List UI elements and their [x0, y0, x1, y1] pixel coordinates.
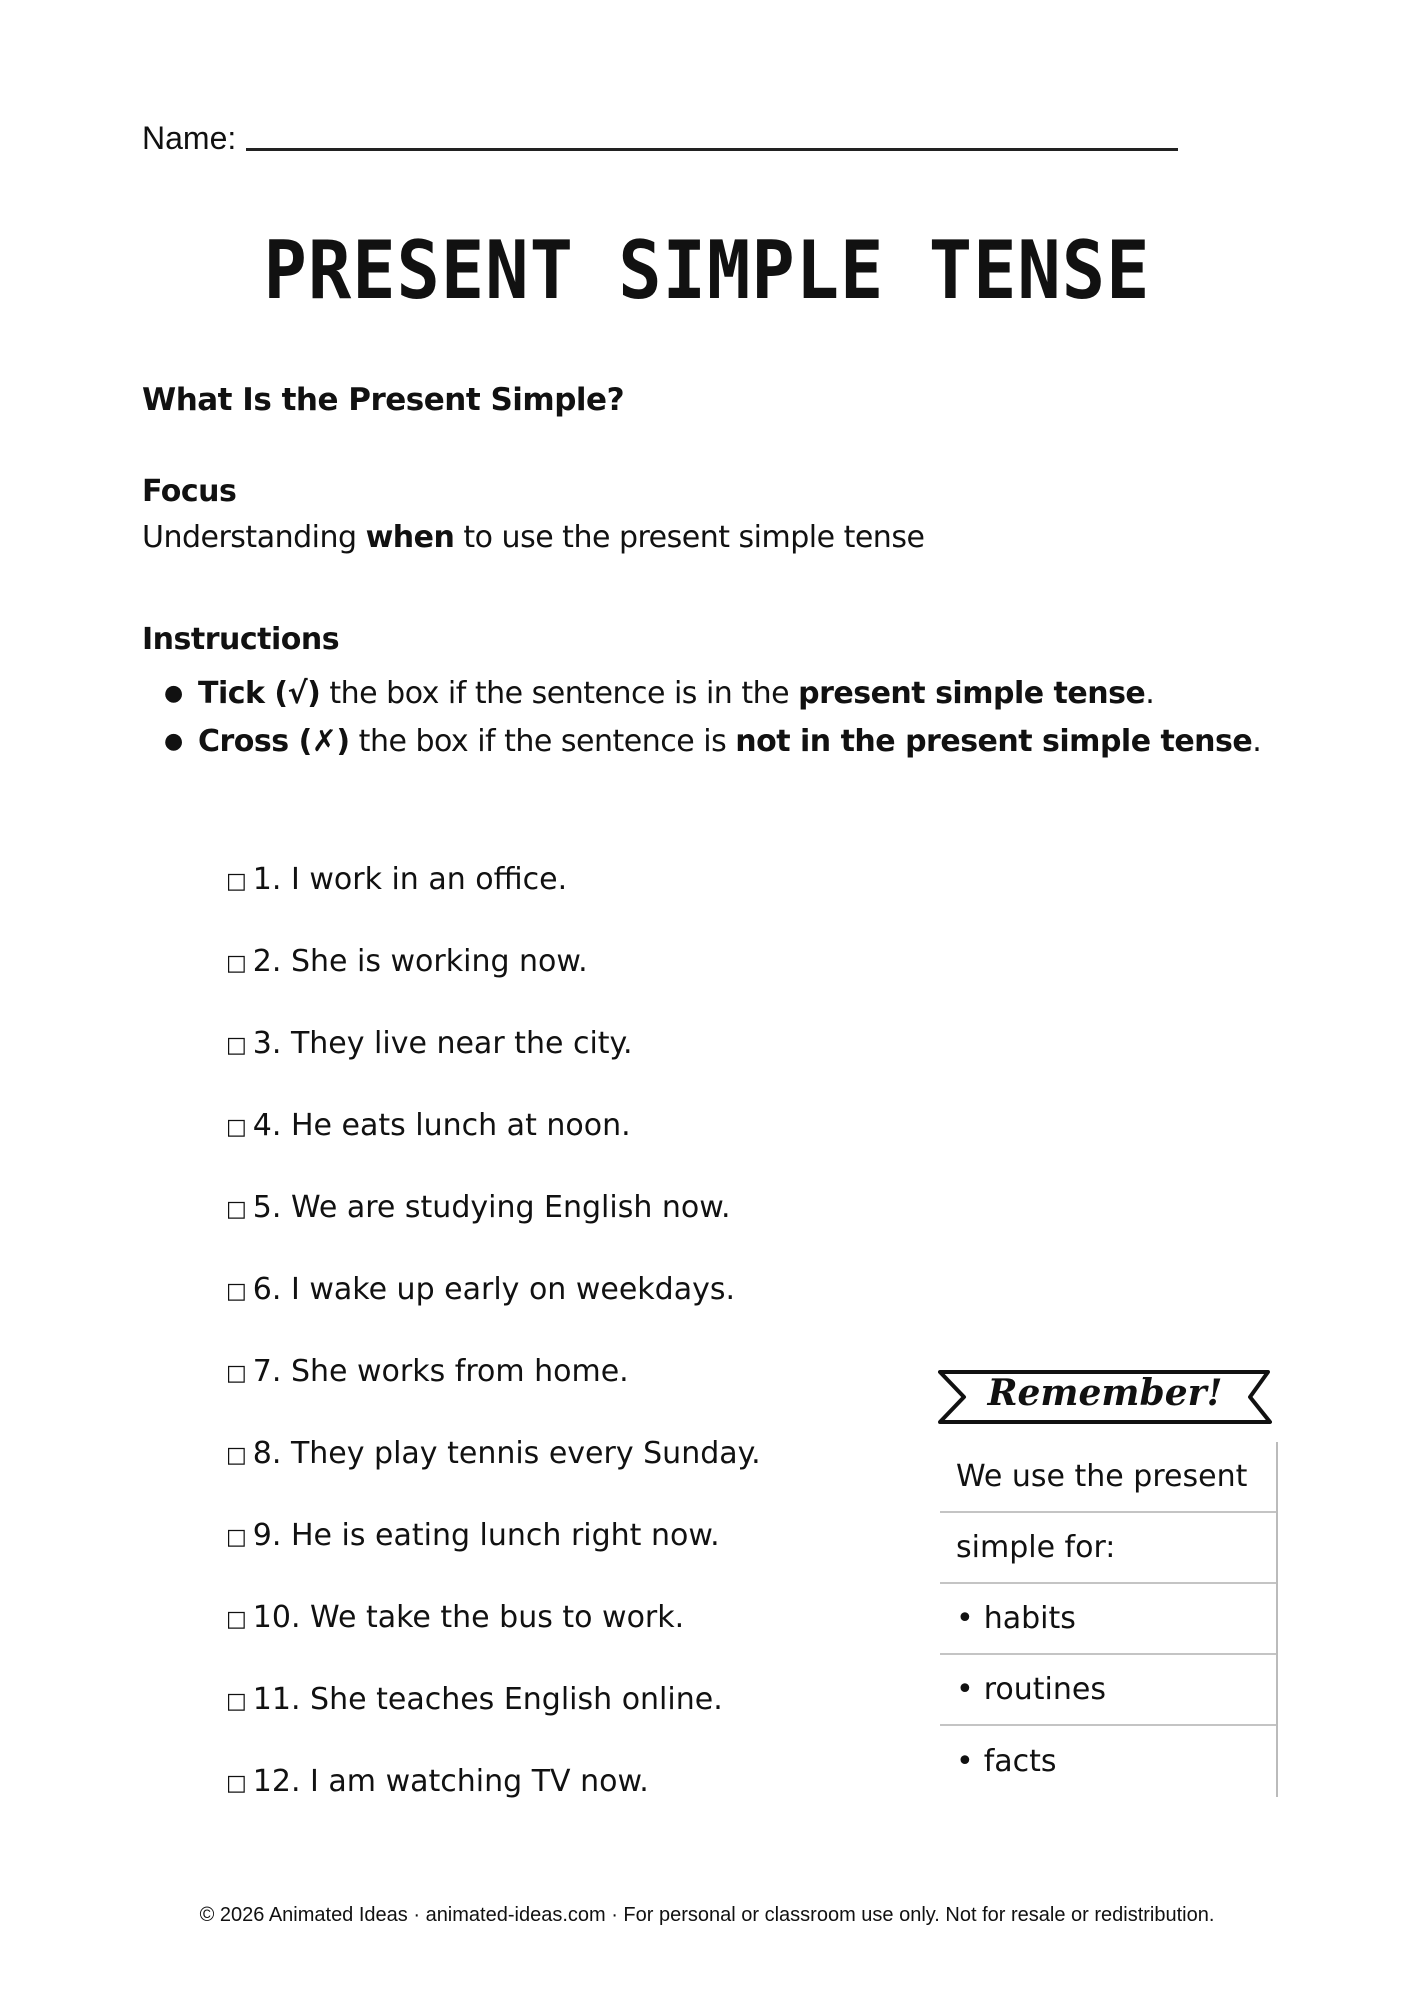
bullet-icon: •	[956, 1601, 974, 1636]
exercise-item	[226, 1680, 761, 1762]
bullet-icon: ●	[164, 729, 183, 754]
instruction-cross	[164, 718, 1261, 766]
instruction-lead: Cross (✗)	[198, 724, 350, 759]
exercise-sentence: 6. I wake up early on weekdays.	[252, 1272, 736, 1307]
note-bullet-row	[940, 1726, 1276, 1797]
exercise-item	[226, 1106, 761, 1188]
exercise-sentence: 5. We are studying English now.	[252, 1190, 731, 1225]
checkbox-icon[interactable]: □	[226, 1607, 247, 1632]
note-bullet-row	[940, 1655, 1276, 1726]
exercise-item	[226, 1762, 761, 1844]
bullet-icon: •	[956, 1744, 974, 1779]
focus-heading: Focus	[142, 474, 237, 509]
instructions-heading: Instructions	[142, 622, 340, 657]
exercise-item	[226, 1188, 761, 1270]
checkbox-icon[interactable]: □	[226, 951, 247, 976]
note-row: We use the present	[940, 1442, 1276, 1513]
exercise-sentence: 3. They live near the city.	[252, 1026, 633, 1061]
exercise-sentence: 12. I am watching TV now.	[252, 1764, 649, 1799]
focus-text-bold: when	[365, 520, 455, 555]
focus-text	[142, 520, 924, 555]
exercise-sentence: 10. We take the bus to work.	[252, 1600, 685, 1635]
exercise-item	[226, 1434, 761, 1516]
exercise-item	[226, 1270, 761, 1352]
exercise-sentence: 9. He is eating lunch right now.	[252, 1518, 720, 1553]
checkbox-icon[interactable]: □	[226, 1197, 247, 1222]
footer-copyright: © 2026 Animated Ideas · animated-ideas.com · For personal or classroom use only. Not for resale or redistribution.	[199, 1904, 1215, 1926]
bullet-icon: ●	[164, 681, 183, 706]
exercise-sentence: 11. She teaches English online.	[252, 1682, 723, 1717]
name-input-line[interactable]	[246, 147, 1178, 151]
instruction-lead: Tick (√)	[198, 676, 321, 711]
exercise-sentence: 2. She is working now.	[252, 944, 588, 979]
page-title: PRESENT SIMPLE TENSE	[263, 222, 1151, 318]
bullet-icon: •	[956, 1672, 974, 1707]
note-row: simple for:	[940, 1513, 1276, 1584]
note-bullet-text: routines	[983, 1672, 1106, 1707]
checkbox-icon[interactable]: □	[226, 1033, 247, 1058]
exercise-item	[226, 1024, 761, 1106]
instruction-emphasis: not in the present simple tense	[735, 724, 1253, 759]
checkbox-icon[interactable]: □	[226, 869, 247, 894]
checkbox-icon[interactable]: □	[226, 1115, 247, 1140]
remember-banner	[938, 1368, 1272, 1426]
note-bullet-text: habits	[983, 1601, 1076, 1636]
checkbox-icon[interactable]: □	[226, 1279, 247, 1304]
checkbox-icon[interactable]: □	[226, 1525, 247, 1550]
name-label: Name:	[142, 120, 237, 156]
exercise-sentence: 4. He eats lunch at noon.	[252, 1108, 631, 1143]
remember-label: Remember!	[987, 1372, 1223, 1414]
focus-text-after: to use the present simple tense	[454, 520, 925, 555]
instruction-emphasis: present simple tense	[798, 676, 1146, 711]
exercise-item	[226, 1352, 761, 1434]
instruction-end: .	[1145, 676, 1155, 711]
instruction-tick	[164, 670, 1261, 718]
checkbox-icon[interactable]: □	[226, 1361, 247, 1386]
section-heading: What Is the Present Simple?	[142, 382, 625, 418]
exercise-item	[226, 860, 761, 942]
exercise-sentence: 8. They play tennis every Sunday.	[252, 1436, 761, 1471]
checkbox-icon[interactable]: □	[226, 1689, 247, 1714]
note-bullet-row	[940, 1584, 1276, 1655]
remember-note-table	[940, 1442, 1278, 1797]
focus-text-before: Understanding	[142, 520, 366, 555]
exercise-sentence: 7. She works from home.	[252, 1354, 629, 1389]
exercise-item	[226, 1598, 761, 1680]
instruction-text: the box if the sentence is	[349, 724, 736, 759]
exercise-list	[226, 860, 761, 1844]
exercise-item	[226, 942, 761, 1024]
instruction-end: .	[1252, 724, 1262, 759]
checkbox-icon[interactable]: □	[226, 1443, 247, 1468]
checkbox-icon[interactable]: □	[226, 1771, 247, 1796]
name-row	[142, 120, 1178, 157]
instructions-list	[164, 670, 1261, 766]
instruction-text: the box if the sentence is in the	[320, 676, 799, 711]
note-bullet-text: facts	[983, 1744, 1057, 1779]
exercise-sentence: 1. I work in an office.	[252, 862, 568, 897]
exercise-item	[226, 1516, 761, 1598]
